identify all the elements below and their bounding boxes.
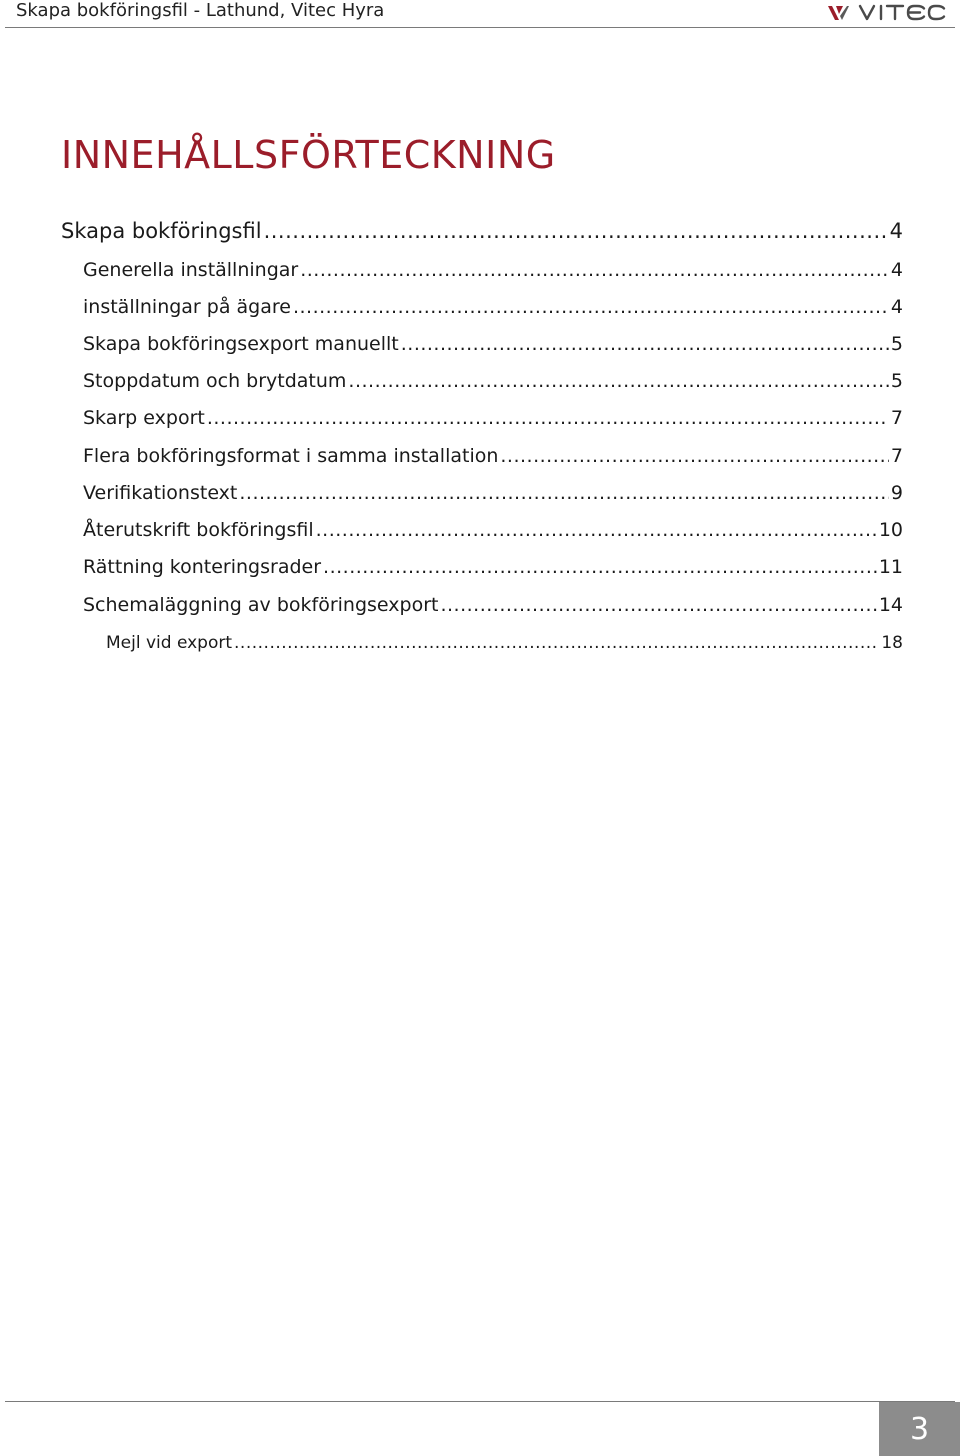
toc-entry[interactable]: [83, 258, 903, 282]
toc-entry-label: Schemaläggning av bokföringsexport: [83, 594, 439, 616]
toc-dot-leader: [500, 444, 889, 468]
vitec-wordmark: [860, 6, 944, 19]
toc-entry[interactable]: [83, 406, 903, 430]
toc-entry-label: Skarp export: [83, 407, 205, 429]
toc-dot-leader: [264, 218, 888, 244]
toc-entry-page: 18: [881, 633, 903, 653]
page-number-box: [879, 1402, 960, 1456]
toc-entry-page: 7: [890, 445, 903, 467]
toc-entry-label: Flera bokföringsformat i samma installation: [83, 445, 499, 467]
page-number: 3: [909, 1412, 930, 1447]
toc-entry-label: Stoppdatum och brytdatum: [83, 370, 347, 392]
toc-entry[interactable]: [83, 481, 903, 505]
toc-dot-leader: [207, 406, 889, 430]
footer-divider: [5, 1401, 955, 1402]
toc-entry-label: inställningar på ägare: [83, 296, 291, 318]
toc-entry-label: Rättning konteringsrader: [83, 556, 322, 578]
toc-entry-page: 4: [890, 259, 903, 281]
toc-entry-page: 5: [890, 370, 903, 392]
toc-dot-leader: [234, 632, 879, 654]
toc-dot-leader: [293, 295, 889, 319]
toc-entry-page: 11: [878, 556, 903, 578]
vitec-logo-mark-icon: [828, 6, 849, 20]
toc-entry[interactable]: [83, 444, 903, 468]
page-header: [0, 0, 960, 28]
header-divider: [5, 27, 955, 28]
toc-entry[interactable]: [83, 332, 903, 356]
toc-entry[interactable]: [83, 593, 903, 617]
toc-heading: INNEHÅLLSFÖRTECKNING: [61, 133, 556, 177]
toc-entry[interactable]: [83, 295, 903, 319]
toc-entry-page: 10: [878, 519, 903, 541]
toc-dot-leader: [348, 369, 888, 393]
toc-entry-page: 9: [890, 482, 903, 504]
toc-dot-leader: [239, 481, 889, 505]
toc-dot-leader: [300, 258, 889, 282]
toc-entry-page: 4: [890, 296, 903, 318]
toc-dot-leader: [323, 555, 877, 579]
toc-entry[interactable]: [61, 218, 903, 244]
toc-entry-page: 7: [890, 407, 903, 429]
toc-entry[interactable]: [83, 555, 903, 579]
toc-entry-label: Skapa bokföringsfil: [61, 219, 262, 243]
toc-entry-page: 5: [890, 333, 903, 355]
toc-entry-label: Mejl vid export: [106, 633, 233, 653]
toc-entry[interactable]: [83, 518, 903, 542]
toc-entry[interactable]: [106, 632, 903, 654]
toc-entry-page: 14: [878, 594, 903, 616]
running-header-title: Skapa bokföringsfil - Lathund, Vitec Hyra: [16, 0, 385, 21]
toc-entry[interactable]: [83, 369, 903, 393]
toc-entry-label: Generella inställningar: [83, 259, 299, 281]
vitec-logo: [826, 0, 948, 24]
toc-entry-label: Skapa bokföringsexport manuellt: [83, 333, 399, 355]
toc-entry-label: Verifikationstext: [83, 482, 238, 504]
toc-dot-leader: [401, 332, 889, 356]
toc-dot-leader: [440, 593, 876, 617]
toc-entry-label: Återutskrift bokföringsfil: [83, 519, 314, 541]
toc-dot-leader: [316, 518, 877, 542]
toc-entry-page: 4: [889, 219, 903, 243]
